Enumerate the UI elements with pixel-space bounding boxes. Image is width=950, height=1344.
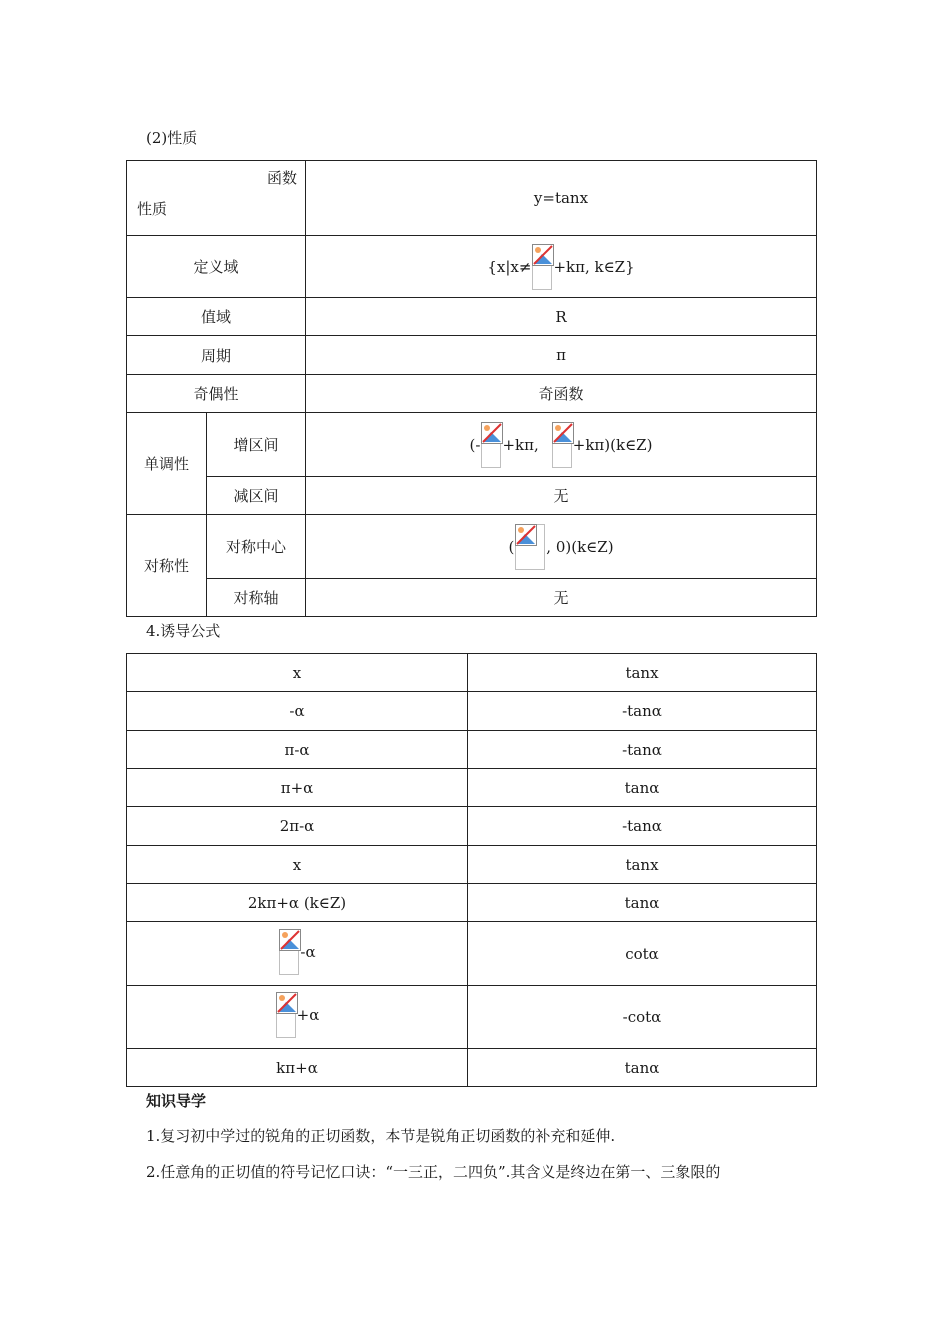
domain-label: 定义域 [127, 236, 306, 298]
header-property-label: 性质 [137, 200, 168, 218]
table-row-x: π+α [127, 769, 468, 807]
table-row-f: tanα [468, 1049, 817, 1087]
table-row-f: tanx [468, 846, 817, 884]
broken-image-icon [552, 422, 572, 468]
table-row-f: cotα [468, 922, 817, 986]
header-function: y=tanx [306, 161, 817, 236]
broken-image-icon [279, 929, 299, 975]
table-row-x: 2π-α [127, 807, 468, 846]
table-row-f: -cotα [468, 986, 817, 1049]
table-row-x: -α [127, 922, 468, 986]
table-row-x: x [127, 846, 468, 884]
period-label: 周期 [127, 336, 306, 375]
range-label: 值域 [127, 298, 306, 336]
symmetry-center-label: 对称中心 [207, 515, 306, 579]
increase-label: 增区间 [207, 413, 306, 477]
broken-image-icon [515, 524, 545, 570]
guide-title: 知识导学 [146, 1092, 207, 1110]
range-value: R [306, 298, 817, 336]
period-value: π [306, 336, 817, 375]
parity-value: 奇函数 [306, 375, 817, 413]
increase-value: (- +kπ, +kπ)(k∈Z) [306, 413, 817, 477]
guide-paragraph-2: 2.任意角的正切值的符号记忆口诀：“一三正，二四负”.其含义是终边在第一、三象限的 [146, 1163, 721, 1181]
table-row-x: 2kπ+α (k∈Z) [127, 884, 468, 922]
header-diagonal-cell [127, 161, 306, 236]
domain-value: {x|x≠ +kπ, k∈Z} [306, 236, 817, 298]
table-row-x: +α [127, 986, 468, 1049]
parity-label: 奇偶性 [127, 375, 306, 413]
table-row-f: tanα [468, 769, 817, 807]
decrease-value: 无 [306, 477, 817, 515]
section-heading: (2)性质 [146, 129, 198, 147]
decrease-label: 减区间 [207, 477, 306, 515]
table-row-x: kπ+α [127, 1049, 468, 1087]
header-f: tanx [468, 654, 817, 692]
table-row-f: -tanα [468, 692, 817, 731]
table-row-x: π-α [127, 731, 468, 769]
table-row-x: -α [127, 692, 468, 731]
header-x: x [127, 654, 468, 692]
symmetry-axis-value: 无 [306, 579, 817, 617]
table-row-f: -tanα [468, 807, 817, 846]
broken-image-icon [532, 244, 552, 290]
table-row-f: -tanα [468, 731, 817, 769]
broken-image-icon [481, 422, 501, 468]
header-function-label: 函数 [266, 169, 297, 187]
table-row-f: tanα [468, 884, 817, 922]
properties-table [126, 160, 817, 617]
broken-image-icon [276, 992, 296, 1038]
induction-formula-table [126, 653, 817, 1087]
symmetry-label: 对称性 [127, 515, 207, 617]
symmetry-axis-label: 对称轴 [207, 579, 306, 617]
section2-heading: 4.诱导公式 [146, 622, 221, 640]
guide-paragraph-1: 1.复习初中学过的锐角的正切函数，本节是锐角正切函数的补充和延伸. [146, 1127, 616, 1145]
monotonicity-label: 单调性 [127, 413, 207, 515]
symmetry-center-value: ( , 0)(k∈Z) [306, 515, 817, 579]
